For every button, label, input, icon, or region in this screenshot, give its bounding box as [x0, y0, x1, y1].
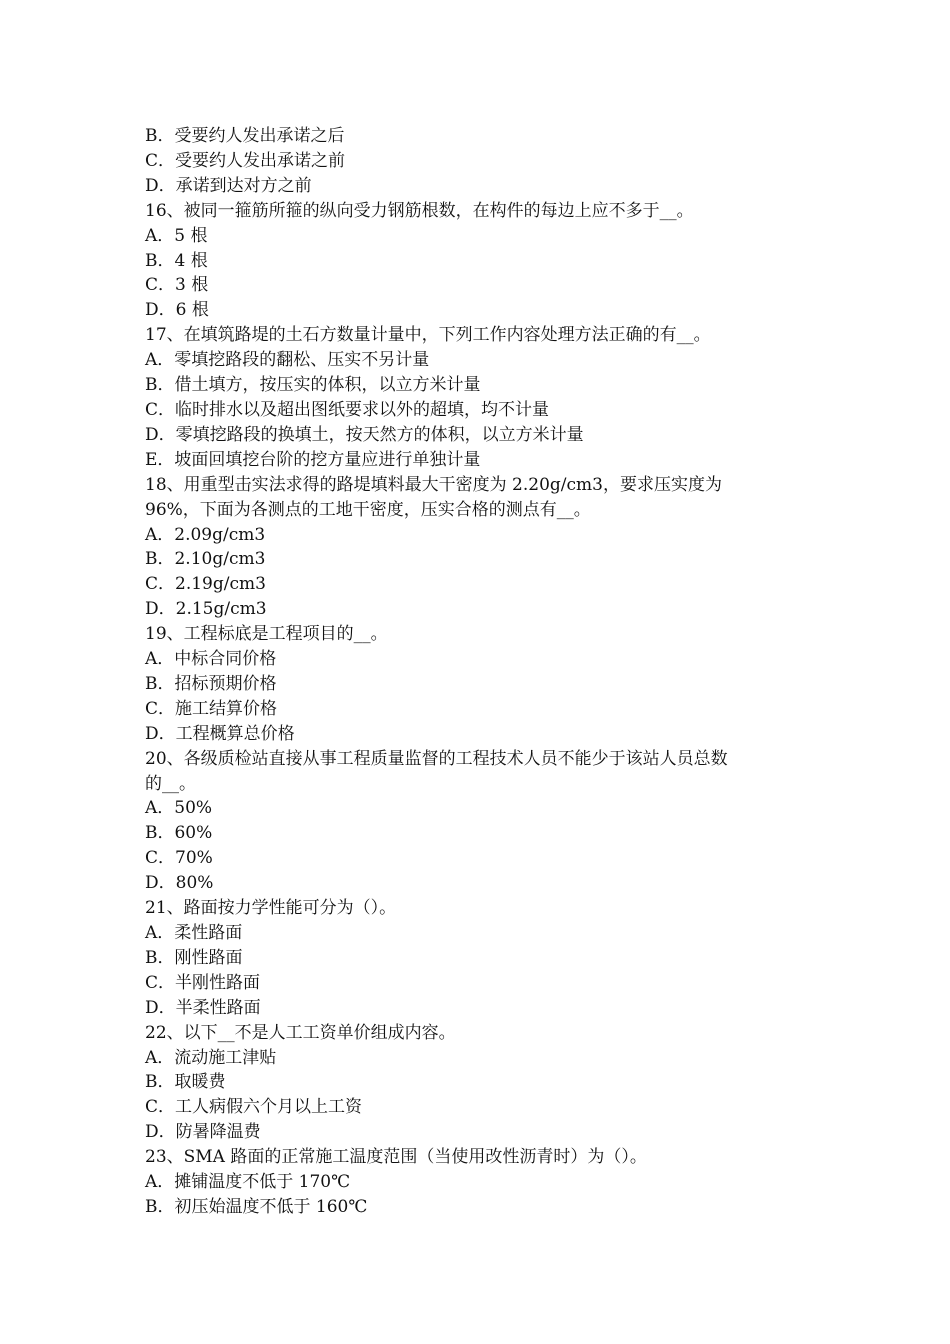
question-line-continuation: 的__。: [145, 773, 196, 794]
option-line: B．取暖费: [145, 1072, 226, 1093]
option-line: A．摊铺温度不低于 170℃: [145, 1172, 351, 1193]
option-line: C．施工结算价格: [145, 698, 278, 719]
question-line: 18、用重型击实法求得的路堤填料最大干密度为 2.20g/cm3，要求压实度为: [145, 474, 722, 495]
option-line: A．中标合同价格: [145, 649, 277, 670]
question-line: 21、路面按力学性能可分为（）。: [145, 898, 397, 919]
option-line: B．刚性路面: [145, 947, 243, 968]
option-line: D．工程概算总价格: [145, 723, 295, 744]
question-line: 22、以下__不是人工工资单价组成内容。: [145, 1022, 456, 1043]
option-line: B．60%: [145, 823, 213, 844]
option-line: C．3 根: [145, 275, 209, 296]
question-line: 17、在填筑路堤的土石方数量计量中，下列工作内容处理方法正确的有__。: [145, 325, 711, 346]
option-line: A．50%: [145, 798, 213, 819]
question-line: 20、各级质检站直接从事工程质量监督的工程技术人员不能少于该站人员总数: [145, 748, 728, 769]
option-line: C．临时排水以及超出图纸要求以外的超填，均不计量: [145, 399, 550, 420]
option-line: B．招标预期价格: [145, 673, 277, 694]
option-line: C．2.19g/cm3: [145, 574, 266, 595]
option-line: C．半刚性路面: [145, 972, 261, 993]
option-line: C．70%: [145, 848, 213, 869]
option-line: D．80%: [145, 873, 214, 894]
option-line: B．受要约人发出承诺之后: [145, 126, 345, 146]
option-line: D．6 根: [145, 300, 209, 321]
option-line: A．柔性路面: [145, 923, 243, 943]
question-line: 16、被同一箍筋所箍的纵向受力钢筋根数，在构件的每边上应不多于__。: [145, 200, 694, 221]
option-line: D．半柔性路面: [145, 997, 261, 1018]
question-line: 19、工程标底是工程项目的__。: [145, 624, 388, 645]
option-line: D．零填挖路段的换填土，按天然方的体积，以立方米计量: [145, 424, 584, 445]
question-line-continuation: 96%，下面为各测点的工地干密度，压实合格的测点有__。: [145, 499, 591, 520]
option-line: D．防暑降温费: [145, 1122, 261, 1143]
option-line: D．2.15g/cm3: [145, 599, 267, 620]
option-line: C．受要约人发出承诺之前: [145, 150, 346, 171]
option-line: A．5 根: [145, 225, 208, 246]
document-body: [145, 124, 810, 1220]
option-line: E．坡面回填挖台阶的挖方量应进行单独计量: [145, 449, 481, 470]
option-line: A．流动施工津贴: [145, 1047, 277, 1068]
option-line: A．零填挖路段的翻松、压实不另计量: [145, 350, 430, 371]
option-line: D．承诺到达对方之前: [145, 175, 312, 196]
option-line: B．4 根: [145, 250, 208, 271]
option-line: C．工人病假六个月以上工资: [145, 1097, 363, 1118]
question-line: 23、SMA 路面的正常施工温度范围（当使用改性沥青时）为（）。: [145, 1147, 647, 1168]
option-line: B．2.10g/cm3: [145, 549, 266, 570]
option-line: A．2.09g/cm3: [145, 524, 266, 545]
option-line: B．初压始温度不低于 160℃: [145, 1196, 368, 1217]
option-line: B．借土填方，按压实的体积，以立方米计量: [145, 375, 481, 396]
